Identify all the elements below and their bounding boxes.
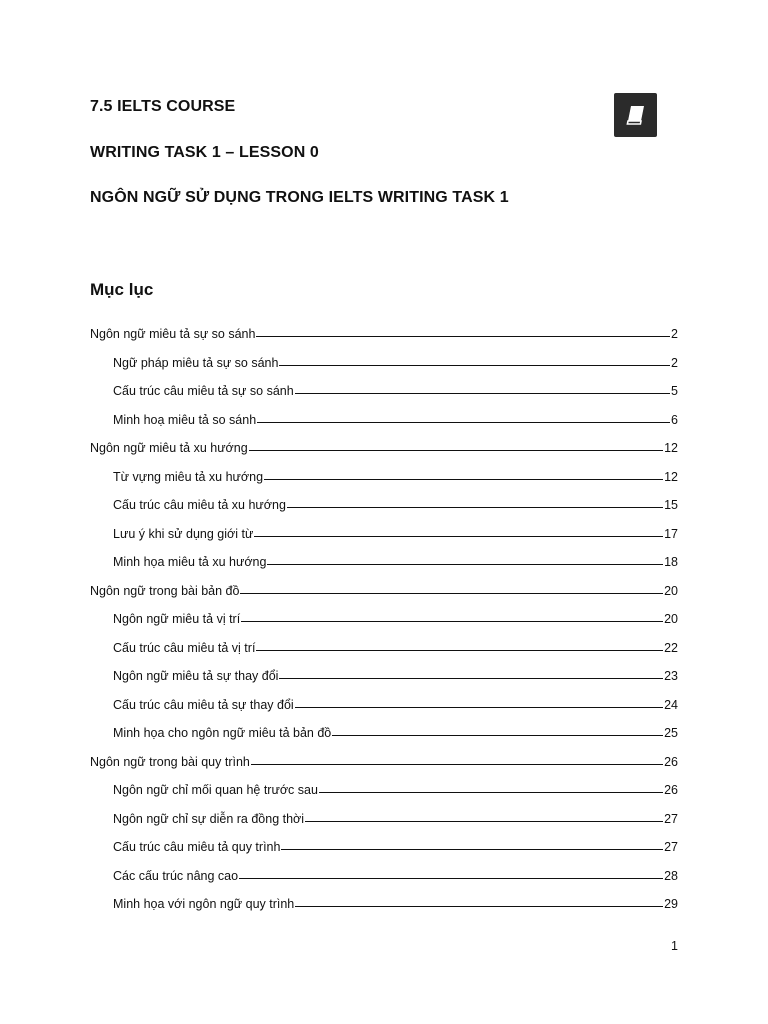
toc-entry-page[interactable]: 20 xyxy=(664,612,678,626)
toc-entry-label[interactable]: Các cấu trúc nâng cao xyxy=(113,868,239,883)
toc-entry-label[interactable]: Minh họa với ngôn ngữ quy trình xyxy=(113,897,295,911)
toc-entry-page[interactable]: 23 xyxy=(664,669,678,683)
toc-leader-line xyxy=(332,735,663,736)
toc-leader-line xyxy=(287,507,663,508)
toc-entry[interactable] xyxy=(113,606,678,626)
book-icon xyxy=(614,93,657,137)
toc-leader-line xyxy=(295,393,670,394)
book-icon-glyph xyxy=(623,102,649,128)
toc-leader-line xyxy=(279,678,663,679)
toc-leader-line xyxy=(239,878,663,879)
toc-entry[interactable] xyxy=(113,863,678,883)
toc-entry-page[interactable]: 24 xyxy=(664,697,678,712)
toc-entry[interactable] xyxy=(113,350,678,370)
toc-leader-line xyxy=(256,336,670,337)
toc-entry[interactable] xyxy=(113,834,678,854)
toc-entry-label[interactable]: Cấu trúc câu miêu tả sự thay đổi xyxy=(113,697,294,712)
toc-entry-page[interactable]: 26 xyxy=(664,754,678,769)
toc-entry-label[interactable]: Cấu trúc câu miêu tả xu hướng xyxy=(113,498,286,512)
toc-entry-page[interactable]: 26 xyxy=(664,783,678,797)
toc-leader-line xyxy=(305,821,663,822)
toc-entry-page[interactable]: 20 xyxy=(664,583,678,598)
lesson-title: WRITING TASK 1 – LESSON 0 xyxy=(90,144,319,161)
toc-entry[interactable] xyxy=(90,749,678,769)
toc-entry[interactable] xyxy=(113,378,678,398)
toc-leader-line xyxy=(240,593,663,594)
toc-entry-page[interactable]: 17 xyxy=(664,526,678,541)
toc-entry-page[interactable]: 27 xyxy=(664,840,678,854)
toc-entry[interactable] xyxy=(113,549,678,569)
toc-entry-page[interactable]: 28 xyxy=(664,868,678,883)
course-title: 7.5 IELTS COURSE xyxy=(90,98,236,115)
toc-heading: Mục lục xyxy=(90,280,154,299)
toc-entry-page[interactable]: 27 xyxy=(664,811,678,826)
toc-entry-label[interactable]: Minh họa miêu tả xu hướng xyxy=(113,555,267,569)
toc-leader-line xyxy=(295,906,663,907)
toc-entry[interactable] xyxy=(113,521,678,541)
toc-entry-label[interactable]: Cấu trúc câu miêu tả quy trình xyxy=(113,840,281,854)
toc-entry[interactable] xyxy=(113,663,678,683)
toc-entry-page[interactable]: 6 xyxy=(671,412,678,427)
toc-entry[interactable] xyxy=(113,464,678,484)
toc-leader-line xyxy=(267,564,663,565)
toc-entry-label[interactable]: Ngôn ngữ chỉ mối quan hệ trước sau xyxy=(113,783,318,797)
toc-entry-label[interactable]: Ngữ pháp miêu tả sự so sánh xyxy=(113,355,279,370)
toc-entry-page[interactable]: 12 xyxy=(664,469,678,484)
toc-entry[interactable] xyxy=(113,635,678,655)
page-number: 1 xyxy=(671,939,678,953)
toc-entry-page[interactable]: 12 xyxy=(664,441,678,455)
toc-entry[interactable] xyxy=(113,492,678,512)
toc-entry[interactable] xyxy=(113,777,678,797)
toc-entry-page[interactable]: 29 xyxy=(664,897,678,911)
toc-leader-line xyxy=(249,450,663,451)
toc-leader-line xyxy=(251,764,663,765)
toc-entry-label[interactable]: Từ vựng miêu tả xu hướng xyxy=(113,469,264,484)
toc-leader-line xyxy=(319,792,663,793)
toc-leader-line xyxy=(241,621,663,622)
toc-entry-page[interactable]: 25 xyxy=(664,726,678,740)
toc-entry-label[interactable]: Cấu trúc câu miêu tả vị trí xyxy=(113,640,256,655)
toc-entry-page[interactable]: 15 xyxy=(664,498,678,512)
toc-entry-page[interactable]: 2 xyxy=(671,355,678,370)
toc-entry-label[interactable]: Ngôn ngữ miêu tả sự thay đổi xyxy=(113,669,279,683)
toc-entry-label[interactable]: Lưu ý khi sử dụng giới từ xyxy=(113,526,254,541)
toc-entry[interactable] xyxy=(90,578,678,598)
toc-entry[interactable] xyxy=(113,891,678,911)
toc-entry-label[interactable]: Ngôn ngữ trong bài quy trình xyxy=(90,754,250,769)
toc-leader-line xyxy=(257,422,670,423)
toc-entry[interactable] xyxy=(113,692,678,712)
toc-entry[interactable] xyxy=(113,806,678,826)
toc-entry-label[interactable]: Cấu trúc câu miêu tả sự so sánh xyxy=(113,384,294,398)
toc-entry-label[interactable]: Minh họa cho ngôn ngữ miêu tả bản đồ xyxy=(113,726,332,740)
toc-entry-label[interactable]: Ngôn ngữ miêu tả sự so sánh xyxy=(90,327,256,341)
toc-entry[interactable] xyxy=(90,435,678,455)
toc-entry-label[interactable]: Minh hoạ miêu tả so sánh xyxy=(113,412,257,427)
toc-entry-page[interactable]: 5 xyxy=(671,384,678,398)
toc-entry-label[interactable]: Ngôn ngữ chỉ sự diễn ra đồng thời xyxy=(113,811,305,826)
toc-leader-line xyxy=(279,365,670,366)
toc-entry[interactable] xyxy=(113,720,678,740)
topic-title: NGÔN NGỮ SỬ DỤNG TRONG IELTS WRITING TASK 1 xyxy=(90,189,509,206)
toc-entry-page[interactable]: 2 xyxy=(671,327,678,341)
toc-entry-page[interactable]: 22 xyxy=(664,640,678,655)
toc-leader-line xyxy=(256,650,663,651)
toc-entry[interactable] xyxy=(113,407,678,427)
toc-entry-label[interactable]: Ngôn ngữ miêu tả vị trí xyxy=(113,612,241,626)
toc-leader-line xyxy=(254,536,663,537)
toc-entry-label[interactable]: Ngôn ngữ miêu tả xu hướng xyxy=(90,441,248,455)
toc-leader-line xyxy=(295,707,663,708)
toc-leader-line xyxy=(264,479,663,480)
toc-entry-page[interactable]: 18 xyxy=(664,555,678,569)
toc-leader-line xyxy=(281,849,663,850)
toc-entry[interactable] xyxy=(90,321,678,341)
toc-entry-label[interactable]: Ngôn ngữ trong bài bản đồ xyxy=(90,583,240,598)
